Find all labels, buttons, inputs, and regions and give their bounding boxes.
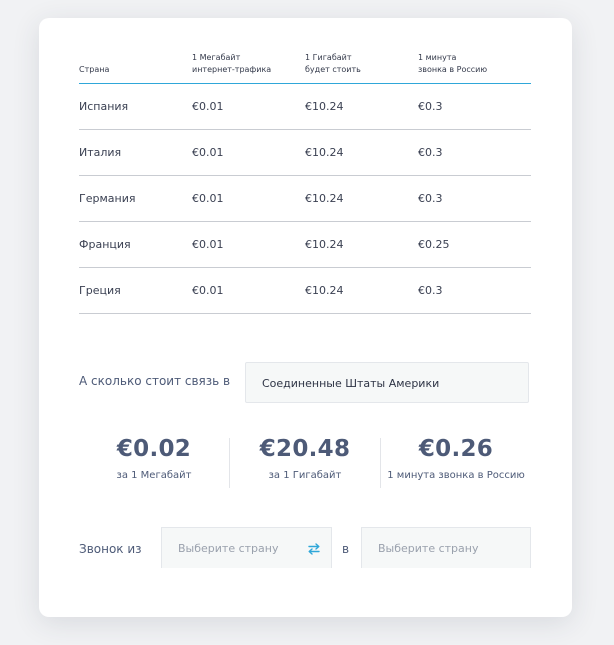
call-from-select[interactable] xyxy=(161,527,332,568)
cell-minute: €0.3 xyxy=(418,268,531,314)
call-to-placeholder: Выберите страну xyxy=(378,542,479,555)
swap-arrows-icon[interactable] xyxy=(307,542,321,556)
cell-country: Германия xyxy=(79,176,192,222)
cell-megabyte: €0.01 xyxy=(192,268,305,314)
stat-gigabyte xyxy=(230,436,380,481)
cell-megabyte: €0.01 xyxy=(192,130,305,176)
cost-summary xyxy=(79,436,531,488)
stat-caption: 1 минута звонка в Россию xyxy=(387,470,525,481)
cell-country: Греция xyxy=(79,268,192,314)
stat-value: €0.02 xyxy=(116,436,192,462)
table-row xyxy=(79,130,531,176)
cost-question-label: А сколько стоит связь в xyxy=(79,374,231,388)
cell-megabyte: €0.01 xyxy=(192,84,305,130)
price-table xyxy=(79,52,531,314)
pricing-card xyxy=(39,18,572,617)
cell-minute: €0.3 xyxy=(418,84,531,130)
header-gigabyte: 1 Гигабайт будет стоить xyxy=(305,52,418,84)
table-header-row xyxy=(79,52,531,84)
table-row xyxy=(79,176,531,222)
stat-value: €20.48 xyxy=(259,436,351,462)
stat-minute xyxy=(381,436,531,481)
cell-minute: €0.3 xyxy=(418,130,531,176)
cell-gigabyte: €10.24 xyxy=(305,268,418,314)
header-megabyte: 1 Мегабайт интернет-трафика xyxy=(192,52,305,84)
table-row xyxy=(79,222,531,268)
cell-megabyte: €0.01 xyxy=(192,222,305,268)
cell-gigabyte: €10.24 xyxy=(305,84,418,130)
call-to-select[interactable] xyxy=(361,527,531,568)
stat-megabyte xyxy=(79,436,229,481)
cell-country: Франция xyxy=(79,222,192,268)
call-from-label: Звонок из xyxy=(79,542,142,556)
cell-gigabyte: €10.24 xyxy=(305,176,418,222)
table-row xyxy=(79,84,531,130)
stat-value: €0.26 xyxy=(418,436,494,462)
cell-gigabyte: €10.24 xyxy=(305,222,418,268)
call-from-placeholder: Выберите страну xyxy=(178,542,279,555)
header-minute: 1 минута звонка в Россию xyxy=(418,52,531,84)
cell-megabyte: €0.01 xyxy=(192,176,305,222)
cell-country: Испания xyxy=(79,84,192,130)
header-country: Страна xyxy=(79,52,192,84)
stat-caption: за 1 Гигабайт xyxy=(268,470,342,481)
cell-country: Италия xyxy=(79,130,192,176)
cell-minute: €0.3 xyxy=(418,176,531,222)
country-select[interactable]: Соединенные Штаты Америки xyxy=(245,362,529,403)
cell-minute: €0.25 xyxy=(418,222,531,268)
cell-gigabyte: €10.24 xyxy=(305,130,418,176)
call-to-label: в xyxy=(342,542,350,556)
stat-caption: за 1 Мегабайт xyxy=(116,470,192,481)
table-row xyxy=(79,268,531,314)
